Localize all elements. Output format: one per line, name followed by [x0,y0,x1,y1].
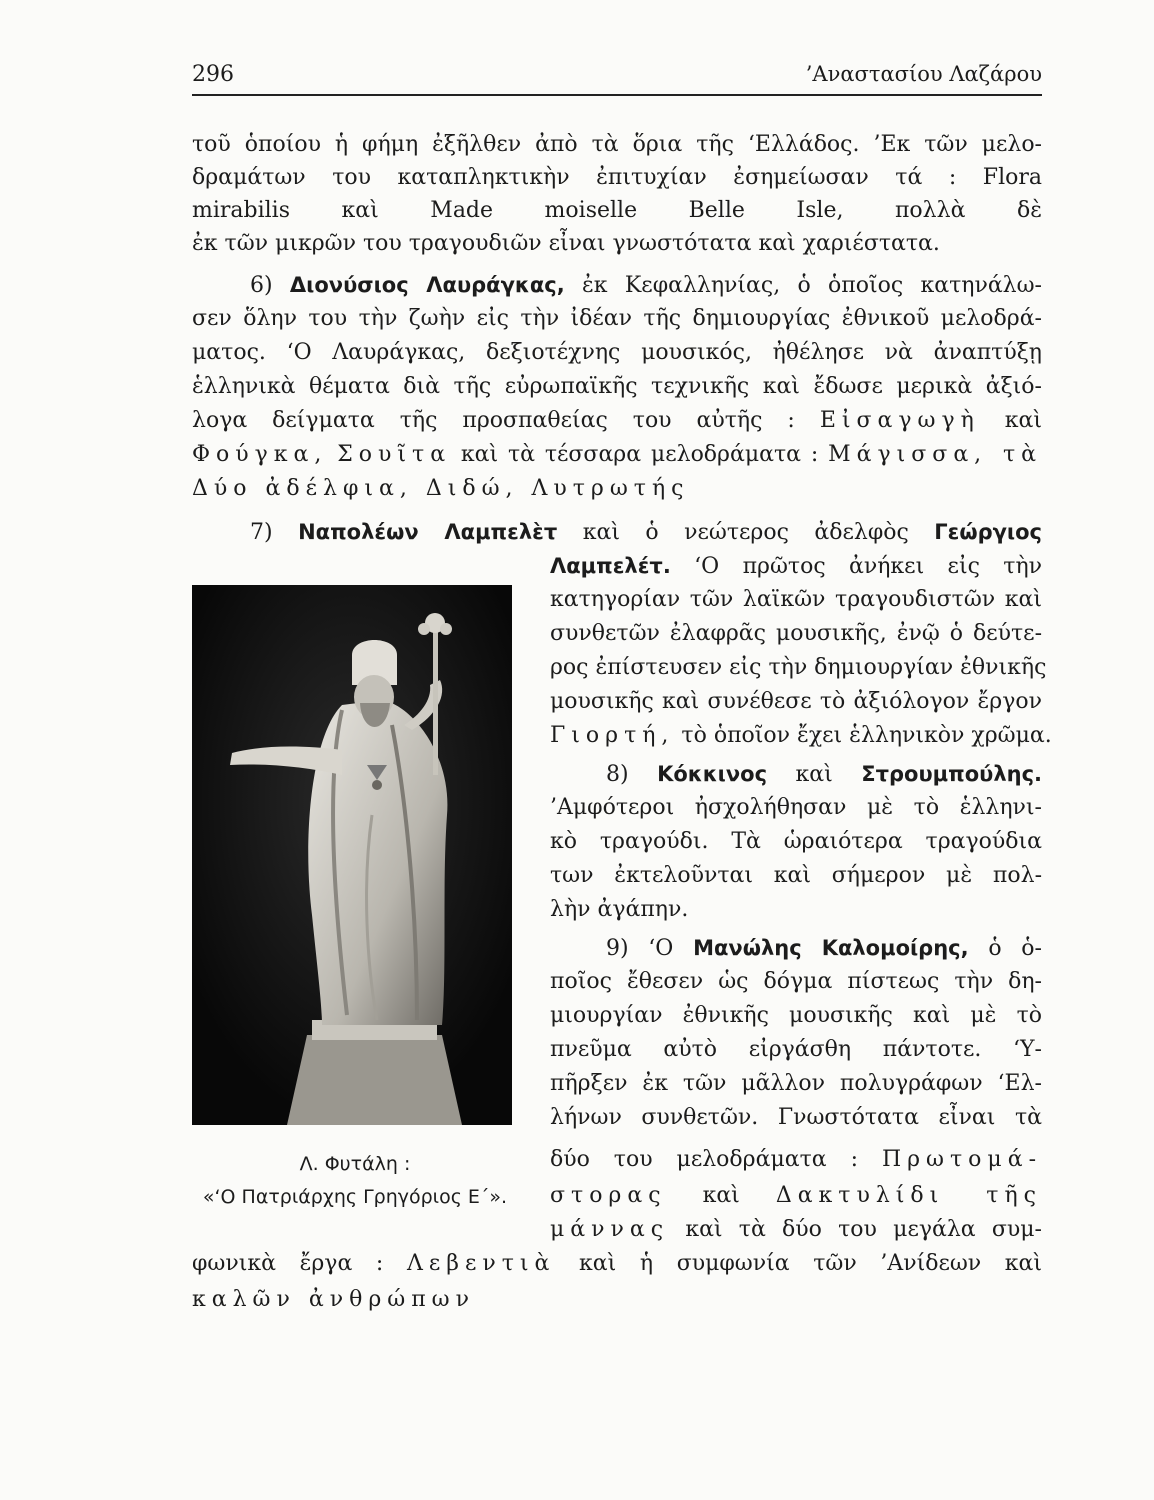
paragraph-lavrangas [250,270,1042,300]
text-span: καὶ [702,1183,740,1208]
text-line: Δύο ἀδέλφια, Διδώ, Λυτρωτής [192,476,690,501]
text-line [550,721,1052,751]
text-line: ἑλληνικὰ θέματα διὰ τῆς εὐρωπαϊκῆς τεχνικῆς καὶ ἔδωσε μερικὰ ἀξιό- [192,374,1042,399]
text-span: καὶ ἡ συμφωνία τῶν ’Ανίδεων καὶ [579,1251,1043,1276]
text-span: καὶ ὁ νεώτερος ἀδελφὸς [582,520,909,545]
text-line: mirabilis καὶ Made moiselle Belle Isle, πολλὰ δὲ [192,198,1042,223]
text-line: πνεῦμα αὐτὸ εἰργάσθη πάντοτε. ‘Υ- [550,1037,1042,1062]
text-line: των ἐκτελοῦνται καὶ σήμερον μὲ πολ- [550,863,1042,888]
text-line: τοῦ ὁποίου ἡ φήμη ἐξῆλθεν ἀπὸ τὰ ὅρια τῆς ‘Ελλάδος. ’Εκ τῶν μελο- [192,132,1042,157]
figure-caption-line2: «‘Ο Πατριάρχης Γρηγόριος Ε΄». [202,1186,508,1208]
composer-name: Λαμπελέτ. [550,554,671,578]
text-span: καὶ [795,762,833,787]
work-title: μάννας [550,1217,670,1242]
page-header [192,56,1042,96]
text-line: κατηγορίαν τῶν λαϊκῶν τραγουδιστῶν καὶ [550,587,1042,612]
text-line: συνθετῶν ἐλαφρᾶς μουσικῆς, ἐνῷ ὁ δεύτε- [550,621,1042,646]
item-number: 8) [606,762,629,787]
text-span: τὸ ὁποῖον ἔχει ἑλληνικὸν χρῶμα. [681,723,1052,748]
work-title: Λεβεντιὰ [406,1251,556,1276]
text-line [550,1215,1042,1245]
text-line: πῆρξεν ἐκ τῶν μᾶλλον πολυγράφων ‘Ελ- [550,1071,1042,1096]
text-line [550,551,1042,581]
figure-caption-line1: Λ. Φυτάλη : [299,1153,411,1175]
text-span: καὶ τὰ δύο του μεγάλα συμ- [685,1217,1042,1242]
item-number: 6) [250,273,273,298]
text-span: λογα δείγματα τῆς προσπαθείας του αὐτῆς : [192,408,795,433]
text-span: καὶ τὰ τέσσαρα μελοδράματα : [460,442,819,467]
text-line: μιουργίαν ἐθνικῆς μουσικῆς καὶ μὲ τὸ [550,1003,1042,1028]
text-span: καὶ [1004,408,1043,433]
text-line: ἐκ τῶν μικρῶν του τραγουδιῶν εἶναι γνωστότατα καὶ χαριέστατα. [192,231,940,256]
work-title: Φούγκα, [192,442,328,467]
text-line: δραμάτων του καταπληκτικὴν ἐπιτυχίαν ἐσημείωσαν τά : Flora [192,165,1042,190]
composer-name: Μανώλης Καλομοίρης, [693,936,969,960]
text-line [192,406,1042,436]
statue-photo [192,585,512,1125]
text-line [192,440,1042,470]
running-head: ’Αναστασίου Λαζάρου [805,62,1042,86]
work-title: Πρωτομά- [881,1147,1042,1172]
work-title: Γιορτή, [550,723,675,748]
work-title: Δακτυλίδι τῆς [775,1183,1042,1208]
work-title: Σουῖτα [337,442,452,467]
text-span: δύο του μελοδράματα : [550,1147,858,1172]
text-span: φωνικὰ ἔργα : [192,1251,384,1276]
work-title: Εἰσαγωγὴ [819,408,980,433]
text-span: ὁ ὁ- [988,936,1042,961]
text-line [550,1145,1042,1175]
text-line: κὸ τραγούδι. Τὰ ὡραιότερα τραγούδια [550,829,1042,854]
text-line: λήνων συνθετῶν. Γνωστότατα εἶναι τὰ [550,1105,1042,1130]
text-line: ’Αμφότεροι ἠσχολήθησαν μὲ τὸ ἑλληνι- [550,795,1042,820]
text-line: μουσικῆς καὶ συνέθεσε τὸ ἀξιόλογον ἔργον [550,689,1042,714]
composer-name: Ναπολέων Λαμπελὲτ [298,520,558,544]
statue-illustration [192,585,512,1125]
work-title: στορας [550,1183,667,1208]
paragraph-kokkinos [606,759,1042,789]
item-number: 7) [250,520,273,545]
text-line: σεν ὅλην του τὴν ζωὴν εἰς τὴν ἰδέαν τῆς δημιουργίας ἐθνικοῦ μελοδρά- [192,306,1042,331]
text-span: ‘Ο πρῶτος ἀνήκει εἰς τὴν [694,554,1042,579]
paragraph-lampelet [250,517,1042,547]
paragraph-kalomiris [606,933,1042,963]
composer-name: Διονύσιος Λαυράγκας, [289,273,565,297]
text-line: ματος. ‘Ο Λαυράγκας, δεξιοτέχνης μουσικός, ἠθέλησε νὰ ἀναπτύξῃ [192,340,1042,365]
composer-name: Στρουμπούλης. [861,762,1043,786]
composer-name: Γεώργιος [934,520,1042,544]
text-line: ρος ἐπίστευσεν εἰς τὴν δημιουργίαν ἐθνικῆς [550,655,1047,680]
text-line [192,1249,1042,1279]
work-title: Μάγισσα, τὰ [828,442,1043,467]
text-line: λὴν ἀγάπην. [550,897,689,922]
text-line: ποῖος ἔθεσεν ὡς δόγμα πίστεως τὴν δη- [550,969,1042,994]
text-line: καλῶν ἀνθρώπων [192,1287,475,1312]
item-number: 9) ‘Ο [606,936,674,961]
page-number: 296 [192,62,234,87]
text-span: ἐκ Κεφαλληνίας, ὁ ὁποῖος κατηνάλω- [582,273,1042,298]
text-line [550,1181,1042,1211]
composer-name: Κόκκινος [657,762,768,786]
